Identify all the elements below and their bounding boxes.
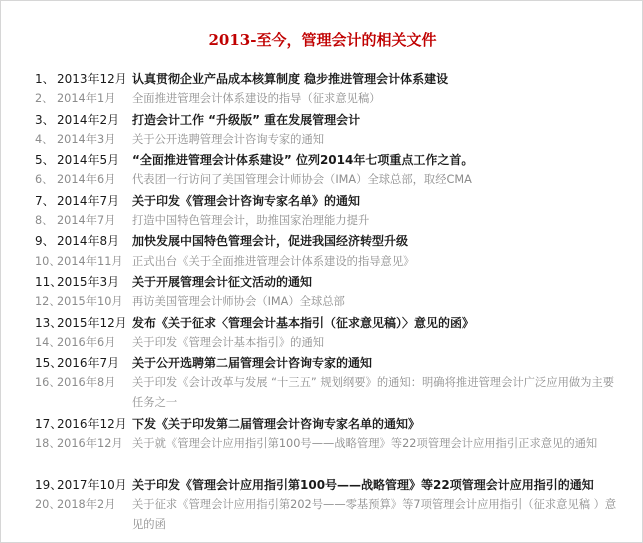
item-title: 下发《关于印发第二届管理会计咨询专家名单的通知》	[132, 417, 421, 432]
item-date: 2014年7月	[57, 214, 116, 228]
item-number: 5、	[35, 153, 55, 168]
list-item	[1, 110, 643, 130]
item-title: 认真贯彻企业产品成本核算制度 稳步推进管理会计体系建设	[132, 72, 449, 86]
item-number: 17、	[35, 417, 63, 432]
item-date: 2014年1月	[57, 92, 116, 106]
item-number: 10、	[35, 254, 61, 268]
list-item	[1, 353, 643, 373]
item-date: 2018年2月	[57, 498, 116, 512]
item-number: 2、	[35, 92, 54, 106]
item-title: 再访美国管理会计师协会（IMA）全球总部	[132, 295, 345, 309]
item-title: 关于印发《管理会计基本指引》的通知	[132, 335, 325, 349]
item-title: 打造中国特色管理会计，助推国家治理能力提升	[132, 214, 370, 228]
item-date: 2014年5月	[57, 153, 120, 168]
item-number: 6、	[35, 173, 54, 187]
list-item	[1, 495, 643, 536]
item-title: 加快发展中国特色管理会计，促进我国经济转型升级	[132, 234, 409, 249]
list-item	[1, 313, 643, 333]
item-title: 关于公开选聘第二届管理会计咨询专家的通知	[132, 356, 373, 371]
item-number: 12、	[35, 295, 61, 309]
list-item	[1, 333, 643, 353]
list-item	[1, 272, 643, 292]
list-item	[1, 191, 643, 211]
item-number: 8、	[35, 214, 54, 228]
item-title: 关于印发《会计改革与发展 “十三五” 规划纲要》的通知：明确将推进管理会计广泛应用做为主要任务之一	[132, 376, 615, 410]
item-number: 15、	[35, 356, 63, 371]
item-title: 打造会计工作 “升级版” 重在发展管理会计	[132, 112, 361, 127]
item-title: 发布《关于征求〈管理会计基本指引（征求意见稿）〉意见的函》	[132, 315, 475, 330]
item-number: 11、	[35, 274, 63, 289]
page-title: 2013-至今，管理会计的相关文件	[208, 31, 437, 49]
item-date: 2016年7月	[57, 356, 120, 371]
item-number: 19、	[35, 477, 63, 492]
item-number: 1、	[35, 72, 55, 86]
list-item	[1, 252, 643, 272]
list-item	[1, 292, 643, 312]
item-number: 9、	[35, 234, 55, 249]
item-title: 关于就《管理会计应用指引第100号——战略管理》等22项管理会计应用指引正求意见的通知	[132, 437, 598, 451]
item-date: 2016年6月	[57, 335, 116, 349]
item-title: “全面推进管理会计体系建设” 位列2014年七项重点工作之首。	[132, 153, 474, 168]
list-item	[1, 414, 643, 434]
item-title: 关于印发《管理会计咨询专家名单》的通知	[132, 193, 361, 208]
item-number: 7、	[35, 193, 55, 208]
item-date: 2014年2月	[57, 112, 120, 127]
list-item	[1, 211, 643, 231]
item-date: 2016年12月	[57, 417, 127, 432]
item-number: 16、	[35, 376, 61, 390]
item-date: 2014年7月	[57, 193, 120, 208]
item-date: 2014年8月	[57, 234, 120, 249]
item-date: 2015年3月	[57, 274, 120, 289]
item-date: 2015年12月	[57, 315, 127, 330]
item-number: 20、	[35, 498, 61, 512]
item-number: 3、	[35, 112, 55, 127]
item-date: 2014年3月	[57, 132, 116, 146]
list-item	[1, 69, 643, 89]
item-title: 关于征求《管理会计应用指引第202号——零基预算》等7项管理会计应用指引（征求意见稿 ）意见的函	[132, 498, 617, 532]
item-number: 13、	[35, 315, 63, 330]
list-item	[1, 170, 643, 190]
item-title: 关于公开选聘管理会计咨询专家的通知	[132, 132, 325, 146]
item-date: 2013年12月	[57, 72, 127, 86]
item-date: 2015年10月	[57, 295, 123, 309]
item-title: 正式出台《关于全面推进管理会计体系建设的指导意见》	[132, 254, 415, 268]
list-item	[1, 130, 643, 150]
list-item	[1, 373, 643, 414]
list-item	[1, 475, 643, 495]
document-list	[1, 69, 643, 536]
list-item	[1, 89, 643, 109]
list-item	[1, 150, 643, 170]
item-date: 2017年10月	[57, 477, 127, 492]
item-number: 14、	[35, 335, 61, 349]
item-title: 关于开展管理会计征文活动的通知	[132, 274, 313, 289]
item-date: 2016年12月	[57, 437, 123, 451]
item-title: 全面推进管理会计体系建设的指导（征求意见稿）	[132, 92, 381, 106]
item-number: 4、	[35, 132, 54, 146]
item-number: 18、	[35, 437, 61, 451]
list-item	[1, 434, 643, 475]
item-title: 代表团一行访问了美国管理会计师协会（IMA）全球总部，取经CMA	[132, 173, 472, 187]
list-item	[1, 231, 643, 251]
item-date: 2014年11月	[57, 254, 123, 268]
item-date: 2016年8月	[57, 376, 116, 390]
item-title: 关于印发《管理会计应用指引第100号——战略管理》等22项管理会计应用指引的通知	[132, 477, 594, 492]
item-date: 2014年6月	[57, 173, 116, 187]
